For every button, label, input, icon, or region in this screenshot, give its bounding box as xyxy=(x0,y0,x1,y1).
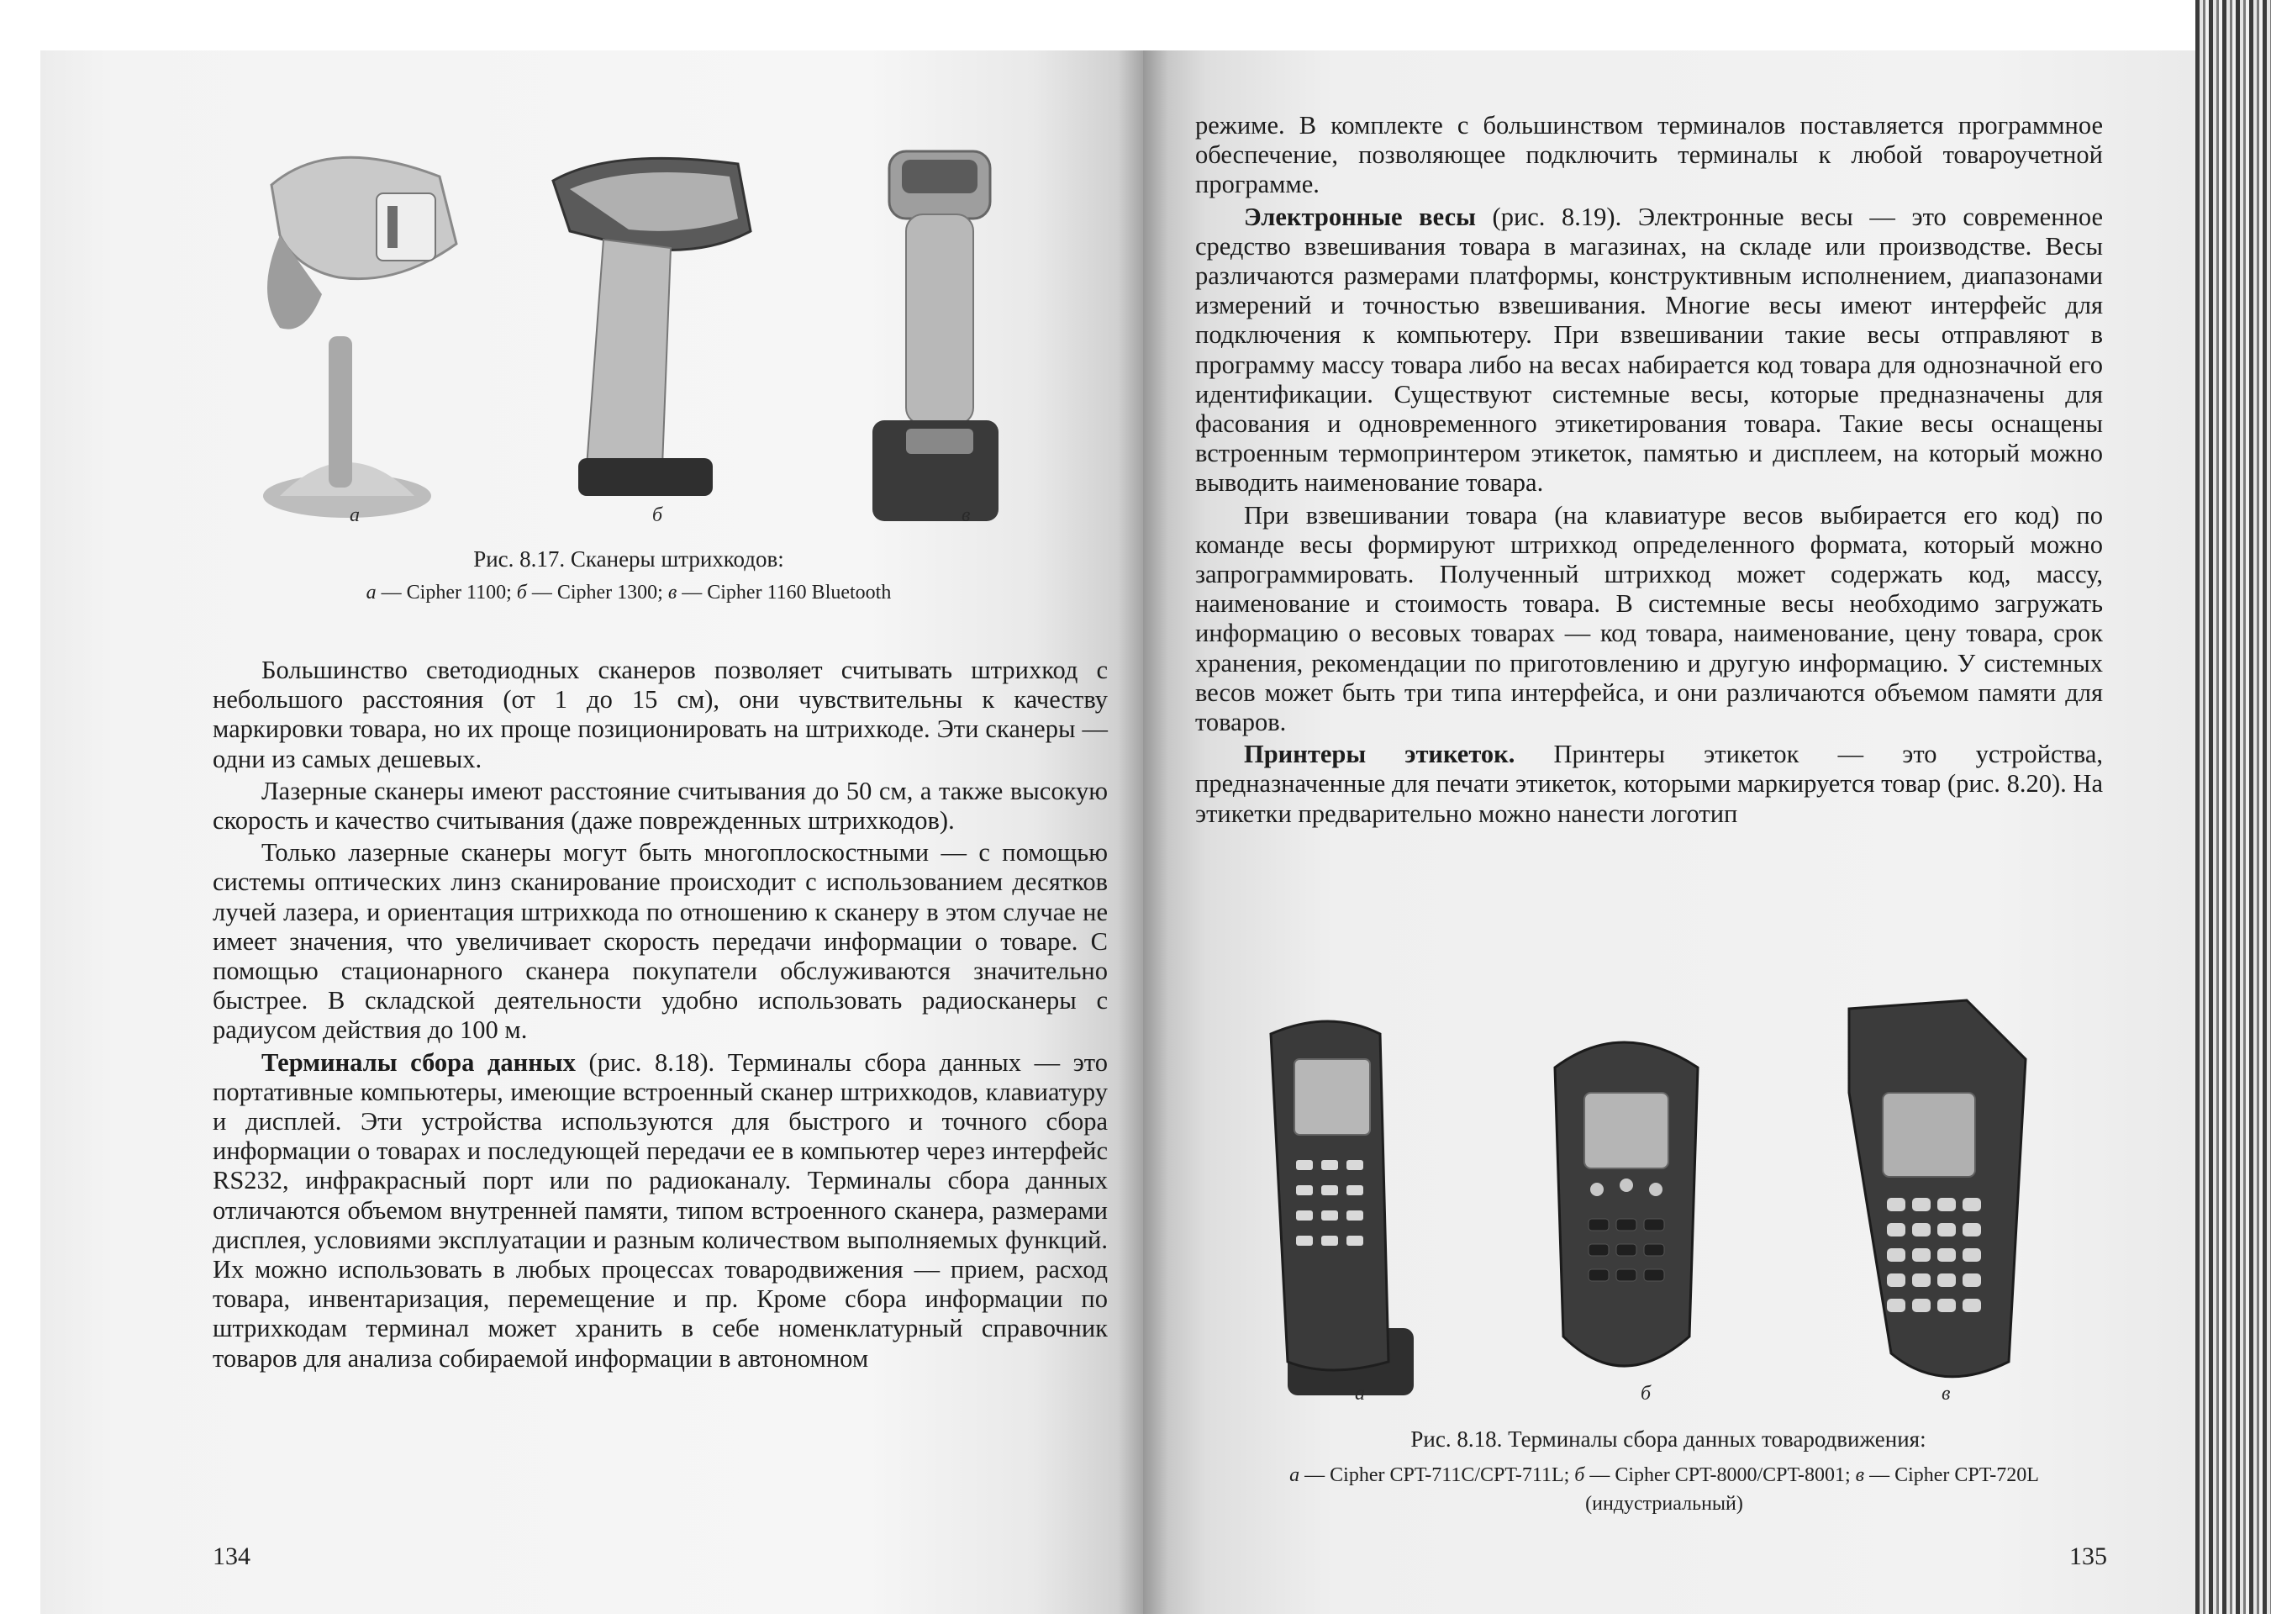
figure-817-label-a: а xyxy=(350,504,360,526)
figure-818-label-b: б xyxy=(1641,1383,1652,1405)
paragraph xyxy=(213,838,1108,1045)
figure-818-caption-title: Рис. 8.18. Терминалы сбора данных товародвижения: xyxy=(1410,1426,1926,1452)
paragraph-term: Терминалы сбора данных xyxy=(261,1047,576,1077)
paragraph xyxy=(213,1048,1108,1374)
figure-817-item-text: — Cipher 1300; xyxy=(526,582,668,604)
figure-818-label-c: в xyxy=(1942,1383,1951,1405)
paragraph-text: режиме. В комплекте с большинством терминалов поставляется программное обеспечение, позволяющее подключить терминалы к любой товароучетной программе. xyxy=(1195,111,2103,199)
figure-817-item-letter: а xyxy=(366,582,377,604)
paragraph-term: Электронные весы xyxy=(1244,202,1476,231)
scanner-cipher-1300-image xyxy=(536,130,763,509)
left-page-body xyxy=(213,656,1108,1374)
figure-818-item-text: — Cipher CPT-711C/CPT-711L; xyxy=(1299,1464,1575,1486)
right-page-body xyxy=(1195,111,2103,829)
page-number: 135 xyxy=(2069,1542,2107,1570)
terminal-cipher-cpt-8000-image xyxy=(1521,1017,1731,1395)
paragraph-text: Принтеры этикеток — это устройства, предназначенные для печати этикеток, которыми маркируется товар (рис. 8.20). На этикетки предварительно можно нанести логотип xyxy=(1195,740,2103,828)
paragraph xyxy=(213,777,1108,836)
figure-818-label-a: а xyxy=(1355,1383,1365,1405)
figure-818-item-letter: а xyxy=(1289,1464,1300,1486)
terminal-cipher-cpt-711-image xyxy=(1237,1009,1431,1404)
paragraph-text: Большинство светодиодных сканеров позволяет считывать штрихкод с небольшого расстояния (от 1 до 15 см), они чувствительны к качеству маркировки товара, но их проще позиционировать на штрихкоде. Эти сканеры — одни из самых дешевых. xyxy=(213,656,1108,773)
scanner-cipher-1100-image xyxy=(229,126,482,521)
paragraph xyxy=(1195,501,2103,738)
figure-817-label-c: в xyxy=(962,504,971,526)
paragraph xyxy=(1195,740,2103,829)
terminal-cipher-cpt-720l-image xyxy=(1799,992,2051,1395)
figure-817-item-letter: в xyxy=(667,582,677,604)
right-page xyxy=(1143,50,2195,1614)
paragraph-text: Только лазерные сканеры могут быть многоплоскостными — с помощью системы оптических линз сканирование происходит с использованием десятков лучей лазера, и ориентация штрихкода по отношению к сканеру в этом случае не имеет значения, что увеличивает скорость передачи информации о товаре. С помощью стационарного сканера покупатели обслуживаются значительно быстрее. В складской деятельности удобно использовать радиосканеры с радиусом действия до 100 м. xyxy=(213,838,1108,1045)
figure-817-caption-title: Рис. 8.17. Сканеры штрихкодов: xyxy=(473,546,784,572)
paragraph-text: Лазерные сканеры имеют расстояние считывания до 50 см, а также высокую скорость и качество считывания (даже поврежденных штрихкодов). xyxy=(213,776,1108,836)
paragraph-text: При взвешивании товара (на клавиатуре весов выбирается его код) по команде весы формируют штрихкод определенного формата, который можно запрограммировать. Полученный штрихкод может содержать код, массу, наименование и стоимость товара. В системные весы необходимо загружать информацию о весовых товарах — код товара, наименование, цену товара, срок хранения, рекомендации по приготовлению и другую информацию. У системных весов может быть три типа интерфейса, и они различаются объемом памяти для товаров. xyxy=(1195,500,2103,737)
paragraph-term: Принтеры этикеток. xyxy=(1244,740,1515,769)
scanner-cipher-1160-bluetooth-image xyxy=(856,134,1015,538)
book-spine-shadow xyxy=(1118,50,1168,1614)
figure-817-caption-body xyxy=(217,582,1041,604)
paragraph xyxy=(1195,111,2103,200)
figure-817-item-text: — Cipher 1160 Bluetooth xyxy=(677,582,892,604)
figure-817-label-b: б xyxy=(652,504,663,526)
figure-818-item-text: — Cipher CPT-8000/CPT-8001; xyxy=(1584,1464,1856,1486)
background-top xyxy=(0,0,2271,50)
left-page xyxy=(40,50,1143,1614)
page-edges xyxy=(2195,0,2271,1624)
paragraph-text: (рис. 8.18). Терминалы сбора данных — это портативные компьютеры, имеющие встроенный сканер штрихкодов, клавиатуру и дисплей. Эти устройства используются для быстрого и точного сбора информации о товарах и последующей передачи ее в компьютер через интерфейс RS232, инфракрасный порт или по радиоканалу. Терминалы сбора данных отличаются объемом внутренней памяти, типом встроенного сканера, размерами дисплея, условиями эксплуатации и разным количеством выполняемых функций. Их можно использовать в любых процессах товародвижения — прием, расход товара, инвентаризация, перемещение и пр. Кроме сбора информации по штрихкодам терминал может хранить в себе номенклатурный справочник товаров для анализа собираемой информации в автономном xyxy=(213,1047,1108,1373)
background-bottom xyxy=(0,1614,2271,1624)
paragraph xyxy=(213,656,1108,774)
figure-818-item-text: — Cipher CPT-720L (индустриальный) xyxy=(1585,1464,2039,1515)
figure-817-item-text: — Cipher 1100; xyxy=(376,582,517,604)
figure-818-item-letter: б xyxy=(1574,1464,1585,1486)
page-number: 134 xyxy=(213,1542,250,1570)
paragraph-text: (рис. 8.19). Электронные весы — это современное средство взвешивания товара в магазинах, на складе или производстве. Весы различаются размерами платформы, конструктивным исполнением, диапазонами измерений и точностью взвешивания. Многие весы имеют интерфейс для подключения к компьютеру. При взвешивании такие весы отправляют в программу массу товара либо на весах набирается код товара для однозначной его идентификации. Существуют системные весы, которые предназначены для фасования и одновременного этикетирования товара. Такие весы оснащены встроенным термопринтером этикеток, памятью и дисплеем, на который можно выводить наименование товара. xyxy=(1195,202,2103,498)
paragraph xyxy=(1195,203,2103,498)
figure-817-item-letter: б xyxy=(516,582,527,604)
figure-818-item-letter: в xyxy=(1855,1464,1865,1486)
figure-818-caption-body xyxy=(1210,1461,2118,1518)
